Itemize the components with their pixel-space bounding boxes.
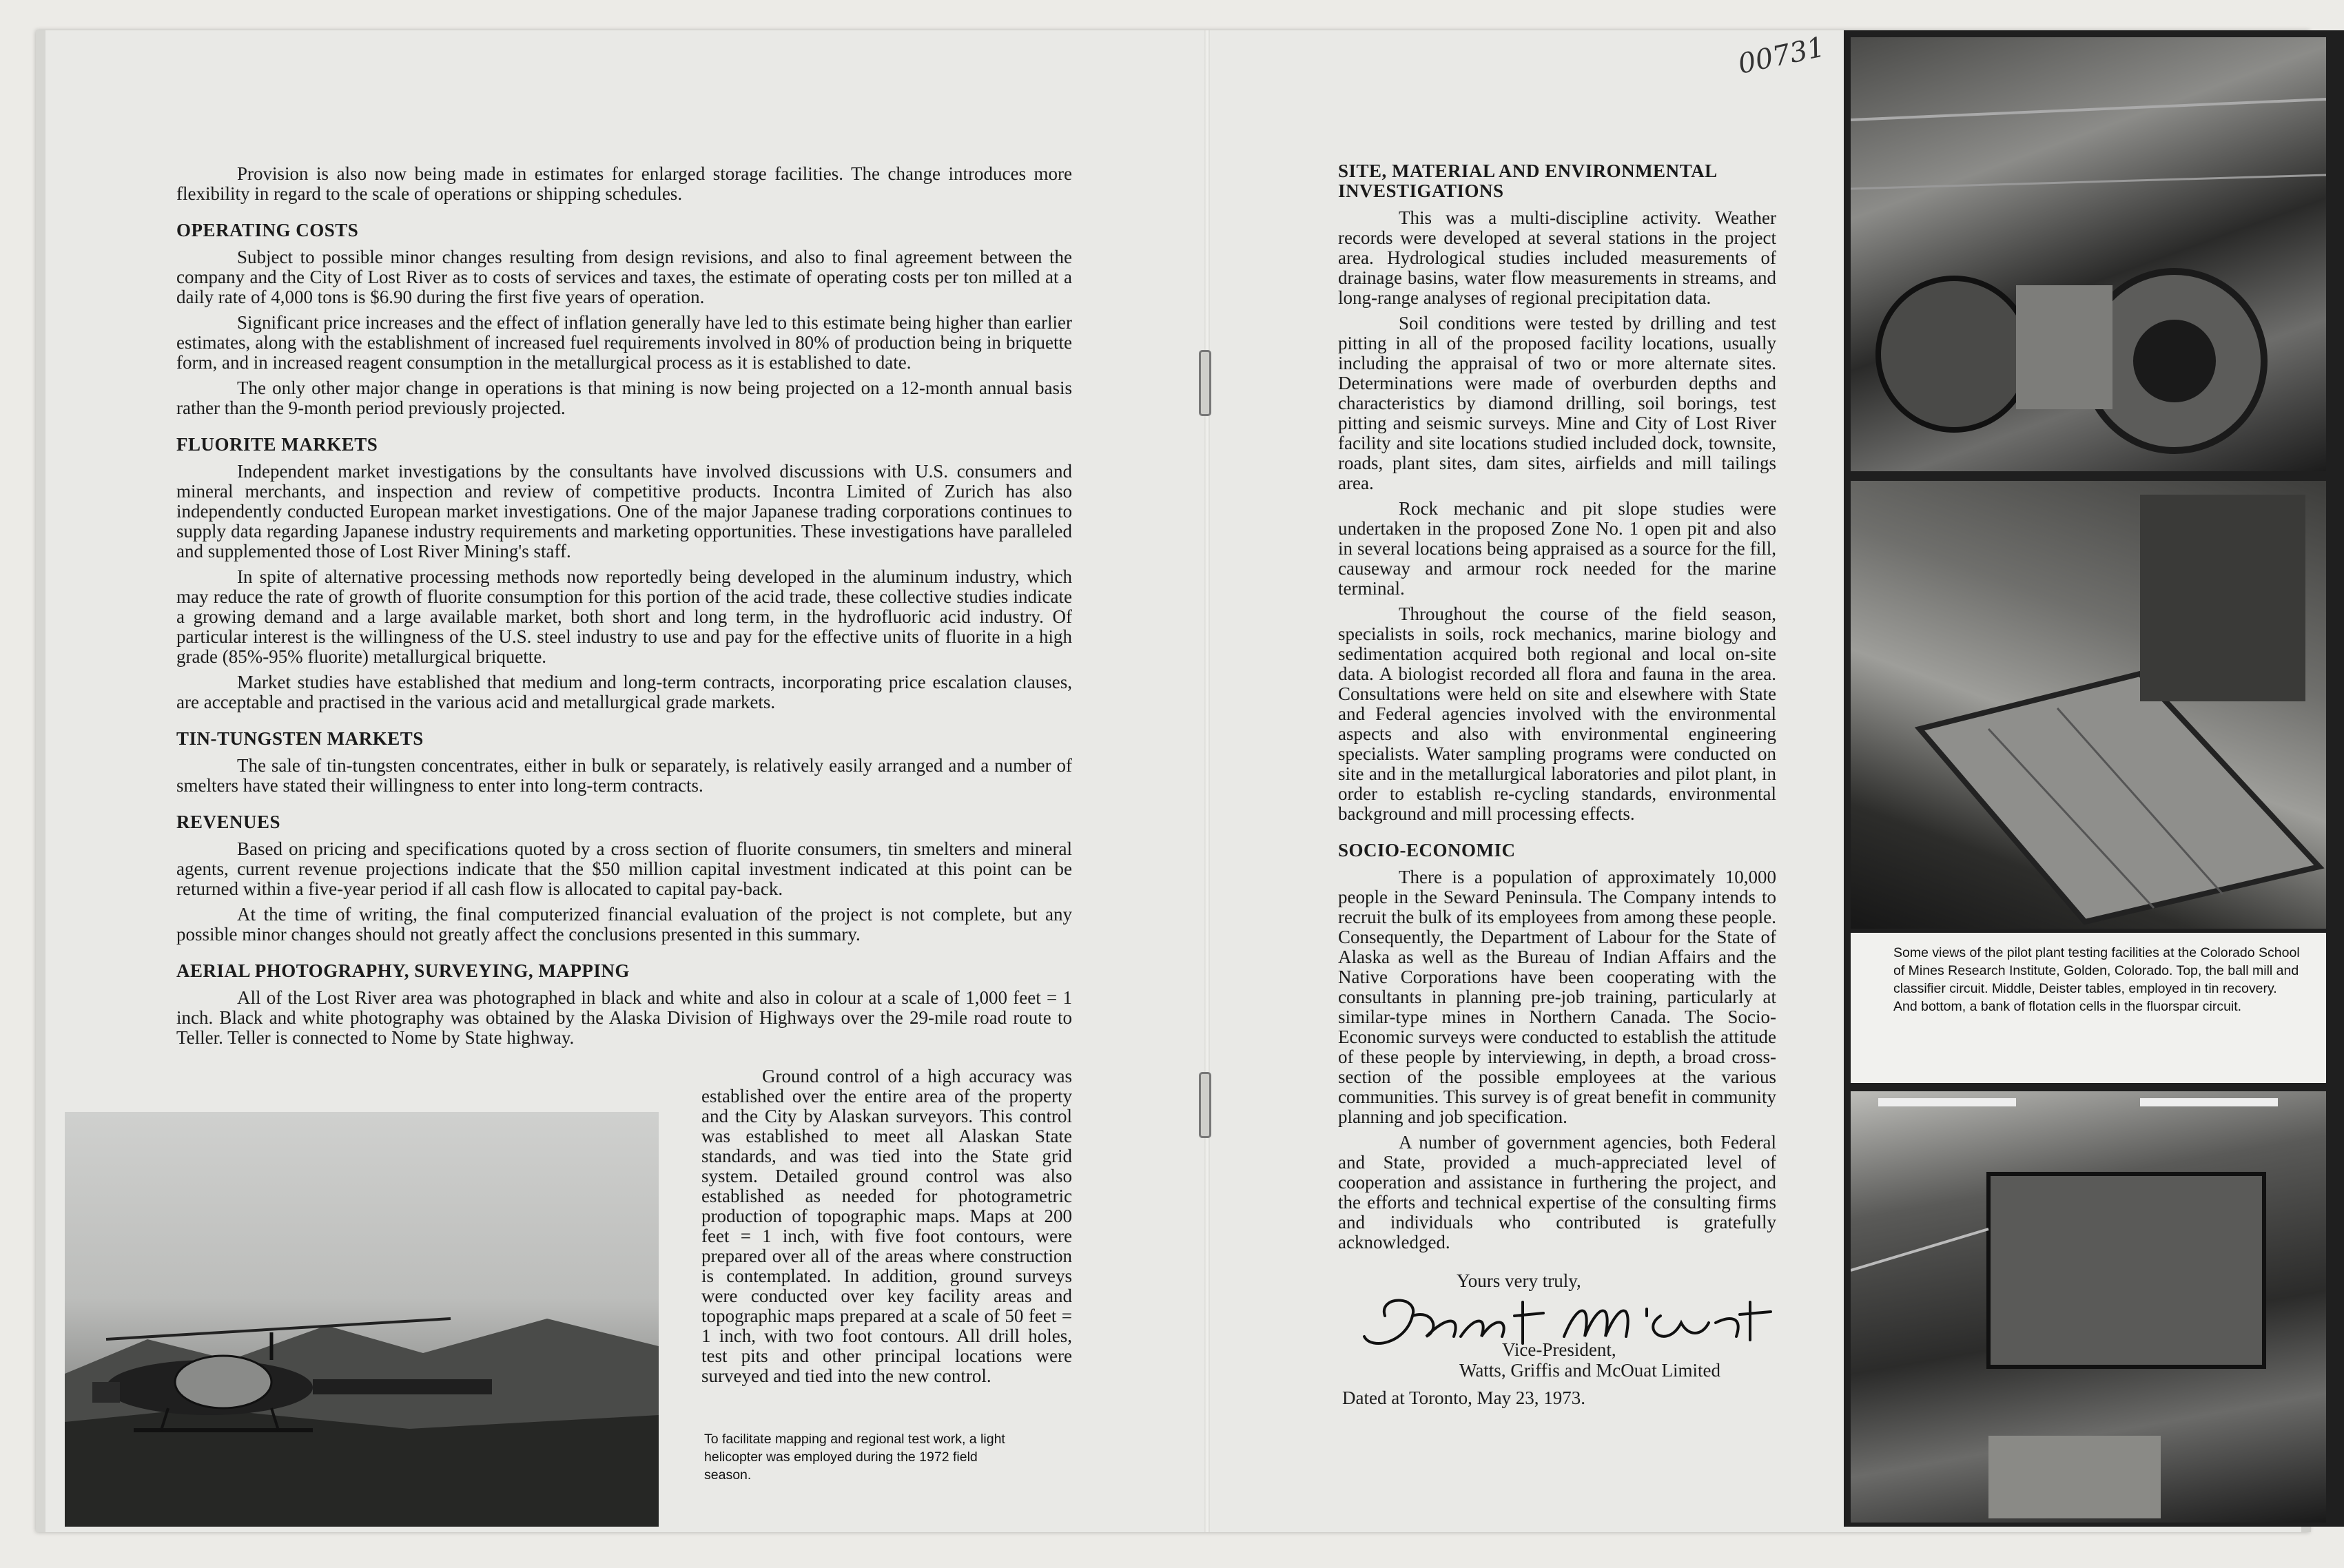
paragraph: There is a population of approximately 10,000 people in the Seward Peninsula. The Company intends to recruit the bulk of its employees from among these people. Consequently, the Department of Labour for the State of Alaska as well as the Bureau of Indian Affairs and the Native Corporations have been cooperating with the consultants in planning pre-job training, particularly at similar-type mines in Northern Canada. The Socio-Economic surveys were conducted to establish the attitude of these people by interviewing, in depth, a broad cross-section of the possible employees at the various communities. This survey is of great benefit in community planning and job specification. [1338,867,1776,1127]
paragraph: This was a multi-discipline activity. Weather records were developed at several stations in the project area. Hydrological studies included measurements of drainage basins, water flow measurements in streams, and long-range analyses of regional precipitation data. [1338,207,1776,308]
paragraph: Significant price increases and the effect of inflation generally have led to this estimate being higher than earlier estimates, along with the establishment of increased fuel requirements involved in 80% of production being in briquette form, and in increased reagent consumption in the metallurgical process as it is established to date. [176,312,1072,373]
aerial-heading: AERIAL PHOTOGRAPHY, SURVEYING, MAPPING [176,960,630,981]
paragraph: A number of government agencies, both Federal and State, provided a much-appreciated level of cooperation and assistance in furthering the project, and the efforts and technical expertise of the consulting firms and individuals who contributed is gratefully acknowledged. [1338,1132,1776,1252]
paragraph: Soil conditions were tested by drilling and test pitting in all of the proposed facility locations, usually including the appraisal of two or more alternate sites. Determinations were made of overburden depths and characteristics by diamond drilling, soil borings, test pitting and seismic surveys. Mine and City of Lost River facility and site locations studied included dock, townsite, roads, plant sites, dam sites, airfields and mill tailings area. [1338,313,1776,493]
pilot-plant-caption: Some views of the pilot plant testing facilities at the Colorado School of Mines Research Institute, Golden, Colorado. Top, the ball mill and classifier circuit. Middle, Deister tables, employed in tin recovery. And bottom, a bank of flotation cells in the fluorspar circuit. [1893,945,2300,1014]
handwritten-number: 00731 [1735,31,1828,81]
revenues-heading: REVENUES [176,812,281,832]
paragraph: At the time of writing, the final computerized financial evaluation of the project is not complete, but any possible minor changes should not greatly affect the conclusions presented in this summary. [176,904,1072,945]
staple-bottom [1199,1072,1211,1138]
closing-salutation: Yours very truly, [1457,1270,1581,1291]
paragraph: Subject to possible minor changes resulting from design revisions, and also to final agreement between the company and the City of Lost River as to costs of services and taxes, the estimate of operating costs per ton milled at a daily rate of 4,000 tons is $6.90 during the first five years of operation. [176,247,1072,307]
pilot-plant-photo-panel [1844,30,2344,1527]
paragraph: Independent market investigations by the consultants have involved discussions with U.S. consumers and mineral merchants, and inspection and review of competitive products. Incontra Limited of Zurich has also independently conducted European market investigations. One of the major Japanese trading corporations continues to supply data regarding Japanese industry requirements and marketing opportunities. These investigations have paralleled and supplemented those of Lost River Mining's staff. [176,461,1072,561]
socio-economic-heading: SOCIO-ECONOMIC [1338,840,1516,860]
signer-title: Vice-President, [1502,1339,1616,1360]
right-page-text [1338,161,1776,1258]
center-gutter [1204,30,1210,1532]
deister-tables-photo [1851,481,2326,929]
helicopter-illustration [65,1112,659,1527]
paragraph: All of the Lost River area was photographed in black and white and also in colour at a scale of 1,000 feet = 1 inch. Black and white photography was obtained by the Alaska Division of Highways over the 29-mile road route to Teller. Teller is connected to Nome by State highway. [176,987,1072,1048]
ground-control-text [701,1066,1072,1392]
paragraph: Ground control of a high accuracy was established over the entire area of the property and the City by Alaskan surveyors. This control was established to meet all Alaskan State standards, and was tied into the State grid system. Detailed ground control was also established as needed for photogrametric production of topographic maps. Maps at 200 feet = 1 inch, with five foot contours, were prepared over all of the areas where construction is contemplated. In addition, ground surveys were conducted over key facility areas and topographic maps prepared at a scale of 50 feet = 1 inch, with two foot contours. All drill holes, test pits and other principal locations were surveyed and tied into the new control. [701,1066,1072,1386]
company-name: Watts, Griffis and McOuat Limited [1459,1360,1721,1381]
left-page-text [176,164,1072,1053]
fluorite-markets-heading: FLUORITE MARKETS [176,434,378,455]
flotation-cells-photo [1851,1091,2326,1523]
site-heading: SITE, MATERIAL AND ENVIRONMENTAL INVESTIGATIONS [1338,161,1717,201]
paragraph: The sale of tin-tungsten concentrates, either in bulk or separately, is relatively easily arranged and a number of smelters have stated their willingness to enter into long-term contracts. [176,755,1072,796]
paragraph: Market studies have established that medium and long-term contracts, incorporating price escalation clauses, are acceptable and practised in the various acid and metallurgical grade markets. [176,672,1072,712]
ball-mill-photo [1851,37,2326,471]
helicopter-caption: To facilitate mapping and regional test work, a light helicopter was employed during the 1972 field season. [704,1432,1005,1483]
helicopter-photo [65,1112,659,1527]
paragraph: Throughout the course of the field season, specialists in soils, rock mechanics, marine biology and sedimentation acquired both regional and local on-site data. A biologist recorded all flora and fauna in the area. Consultations were held on site and elsewhere with State and Federal agencies involved with the environmental aspects and also with environmental engineering specialists. Water sampling programs were conducted on site and in the metallurgical laboratories and pilot plant, in order to establish re-cycling standards, environmental background and mill processing effects. [1338,604,1776,824]
staple-top [1199,350,1211,416]
paragraph: In spite of alternative processing methods now reportedly being developed in the aluminum industry, which may reduce the rate of growth of fluorite consumption for this portion of the acid trade, these collective studies indicate a growing demand and a large available market, both short and long term, in the hydrofluoric acid industry. Of particular interest is the willingness of the U.S. steel industry to use and pay for the effective units of fluorite in a high grade (85%-95% fluorite) metallurgical briquette. [176,566,1072,667]
intro-paragraph: Provision is also now being made in estimates for enlarged storage facilities. The change introduces more flexibility in regard to the scale of operations or shipping schedules. [176,163,1072,204]
paragraph: Based on pricing and specifications quoted by a cross section of fluorite consumers, tin smelters and mineral agents, current revenue projections indicate that the $50 million capital investment indicated at this point can be returned within a five-year period if all cash flow is allocated to capital pay-back. [176,838,1072,899]
date-line: Dated at Toronto, May 23, 1973. [1342,1388,1586,1408]
page-edge-left [36,30,45,1532]
paragraph: The only other major change in operations is that mining is now being projected on a 12-month annual basis rather than the 9-month period previously projected. [176,378,1072,418]
operating-costs-heading: OPERATING COSTS [176,220,359,240]
tin-tungsten-heading: TIN-TUNGSTEN MARKETS [176,728,424,749]
paragraph: Rock mechanic and pit slope studies were undertaken in the proposed Zone No. 1 open pit and also in several locations being appraised as a source for the fill, causeway and armour rock needed for the marine terminal. [1338,498,1776,599]
